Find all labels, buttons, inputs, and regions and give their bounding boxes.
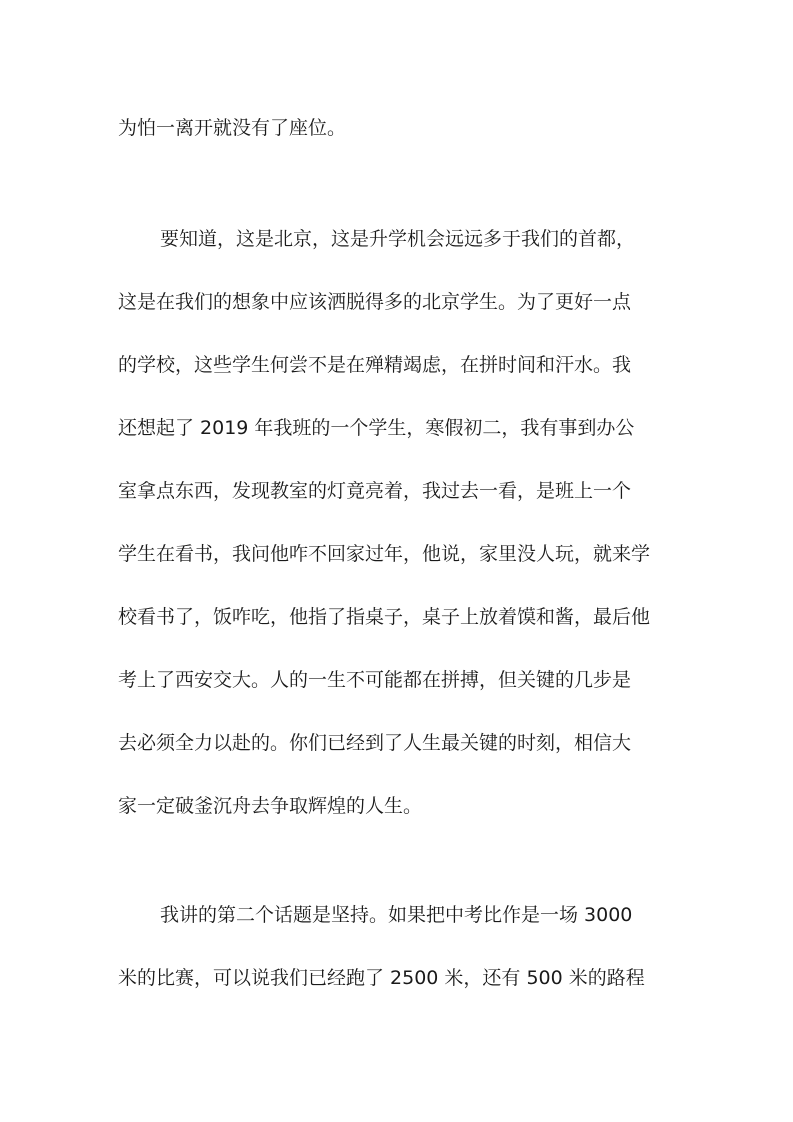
text-line: 为怕一离开就没有了座位。 xyxy=(118,117,347,139)
text-line: 学生在看书，我问他咋不回家过年，他说，家里没人玩，就来学 xyxy=(118,543,651,565)
paragraph-first-line: 我讲的第二个话题是坚持。如果把中考比作是一场 3000 xyxy=(160,904,633,926)
text-line: 考上了西安交大。人的一生不可能都在拼搏，但关键的几步是 xyxy=(118,669,632,691)
text-line: 室拿点东西，发现教室的灯竟亮着，我过去一看，是班上一个 xyxy=(118,480,632,502)
text-line: 的学校，这些学生何尝不是在殚精竭虑，在拼时间和汗水。我 xyxy=(118,354,632,376)
text-line: 这是在我们的想象中应该洒脱得多的北京学生。为了更好一点 xyxy=(118,291,632,313)
text-line: 家一定破釜沉舟去争取辉煌的人生。 xyxy=(118,795,423,817)
text-line: 米的比赛，可以说我们已经跑了 2500 米，还有 500 米的路程 xyxy=(118,967,645,989)
text-line: 还想起了 2019 年我班的一个学生，寒假初二，我有事到办公 xyxy=(118,417,635,439)
text-line: 去必须全力以赴的。你们已经到了人生最关键的时刻，相信大 xyxy=(118,732,632,754)
text-line: 校看书了，饭咋吃，他指了指桌子，桌子上放着馍和酱，最后他 xyxy=(118,606,651,628)
paragraph-first-line: 要知道，这是北京，这是升学机会远远多于我们的首都， xyxy=(160,228,636,250)
